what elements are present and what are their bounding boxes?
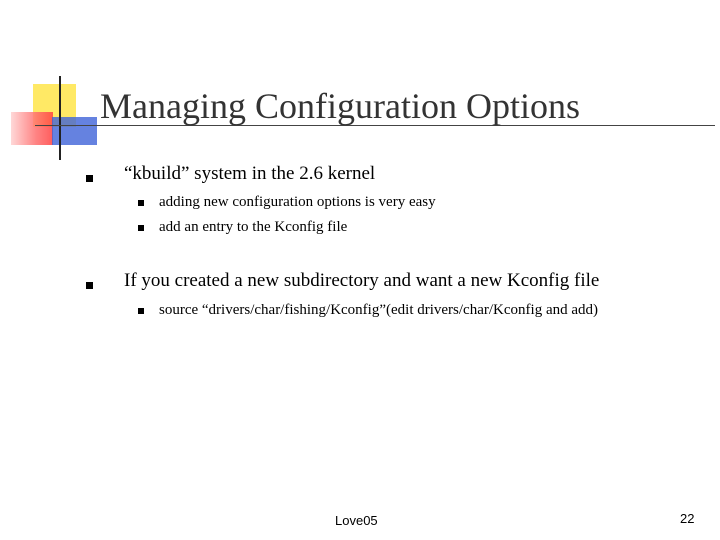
square-bullet-icon — [138, 308, 144, 314]
square-bullet-icon — [138, 200, 144, 206]
decor-red-square — [11, 112, 53, 145]
bullet-text: If you created a new subdirectory and want a new Kconfig file — [124, 270, 600, 291]
page-number: 22 — [680, 511, 695, 526]
square-bullet-icon — [86, 175, 93, 182]
square-bullet-icon — [86, 282, 93, 289]
sub-bullet-text: add an entry to the Kconfig file — [159, 219, 348, 235]
slide-title: Managing Configuration Options — [100, 86, 580, 126]
square-bullet-icon — [138, 225, 144, 231]
footer-text: Love05 — [335, 513, 378, 528]
sub-bullet-text: source “drivers/char/fishing/Kconfig”(edit drivers/char/Kconfig and add) — [159, 302, 598, 318]
sub-bullet-text: adding new configuration options is very easy — [159, 194, 436, 210]
decor-vertical-line — [59, 76, 61, 160]
bullet-text: “kbuild” system in the 2.6 kernel — [124, 163, 376, 184]
